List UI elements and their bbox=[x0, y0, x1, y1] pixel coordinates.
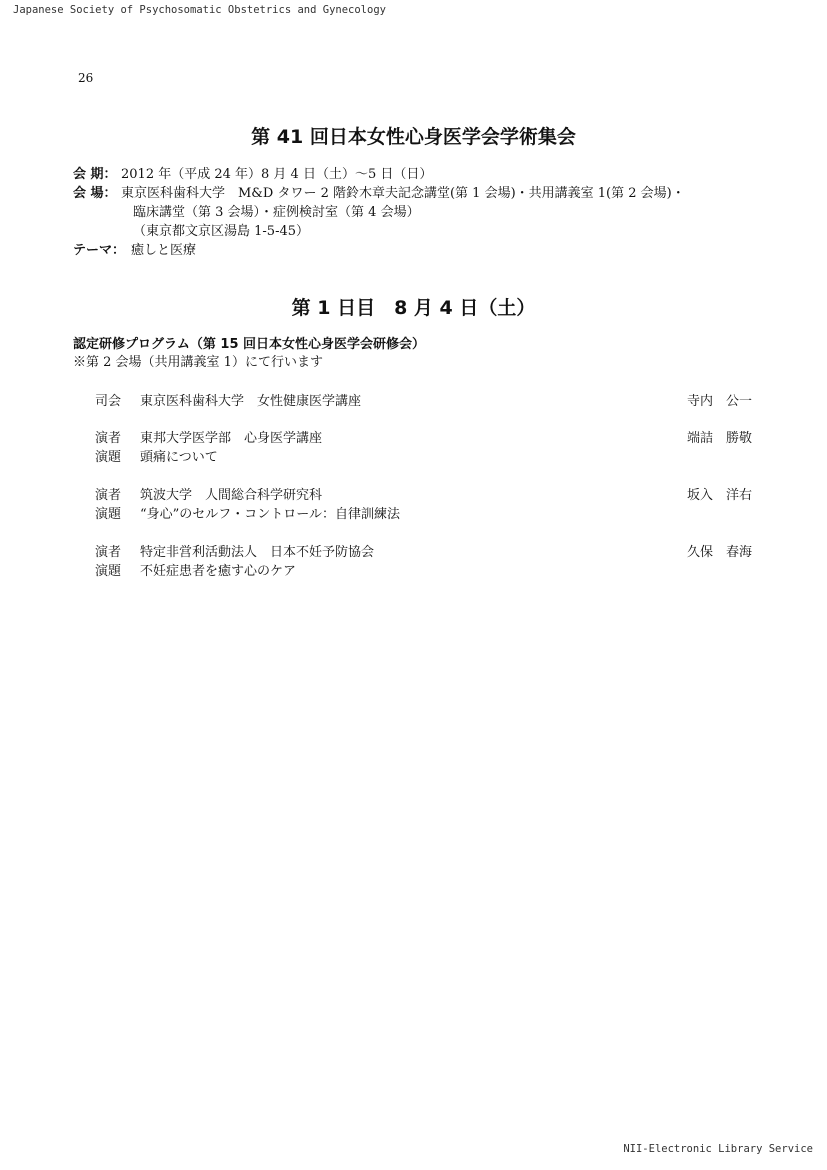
speaker-affiliation: 筑波大学 人間総合科学研究科 bbox=[140, 488, 323, 503]
speaker-role: 演者 bbox=[95, 431, 122, 446]
talk-title-role: 演題 bbox=[95, 507, 122, 522]
venue-label: 会 場： bbox=[73, 186, 117, 201]
speaker-name: 坂入 洋右 bbox=[686, 488, 752, 503]
chair-role: 司会 bbox=[95, 394, 122, 409]
chair-affiliation: 東京医科歯科大学 女性健康医学講座 bbox=[140, 394, 362, 409]
venue-line-2: 臨床講堂（第 3 会場）・症例検討室（第 4 会場） bbox=[133, 205, 420, 220]
society-header: Japanese Society of Psychosomatic Obstetrics and Gynecology bbox=[13, 4, 386, 16]
speaker-name: 端詰 勝敬 bbox=[686, 431, 752, 446]
speaker-role: 演者 bbox=[95, 545, 122, 560]
talk-title-role: 演題 bbox=[95, 450, 122, 465]
speaker-name: 久保 春海 bbox=[686, 545, 752, 560]
venue-line-3: （東京都文京区湯島 1-5-45） bbox=[133, 224, 310, 239]
theme-label: テーマ： bbox=[73, 243, 126, 258]
theme-value: 癒しと医療 bbox=[131, 243, 197, 258]
period-label: 会 期： bbox=[73, 167, 117, 182]
nii-footer: NII-Electronic Library Service bbox=[623, 1143, 813, 1155]
talk-title: 不妊症患者を癒す心のケア bbox=[140, 564, 297, 579]
theme-row bbox=[73, 239, 196, 258]
talk-title: 頭痛について bbox=[140, 450, 218, 465]
period-row bbox=[73, 163, 432, 182]
period-value: 2012 年（平成 24 年）8 月 4 日（土）～5 日（日） bbox=[121, 167, 433, 182]
conference-title: 第 41 回日本女性心身医学会学術集会 bbox=[251, 126, 576, 148]
day1-title: 第 1 日目 8 月 4 日（土） bbox=[291, 297, 536, 319]
speaker-affiliation: 特定非営利活動法人 日本不妊予防協会 bbox=[140, 545, 375, 560]
speaker-affiliation: 東邦大学医学部 心身医学講座 bbox=[140, 431, 323, 446]
page-number: 26 bbox=[78, 71, 94, 85]
venue-line-1: 東京医科歯科大学 M&D タワー 2 階鈴木章夫記念講堂(第 1 会場)・共用講義室 1(第 2 会場)・ bbox=[121, 186, 685, 201]
talk-title-role: 演題 bbox=[95, 564, 122, 579]
venue-row bbox=[73, 182, 685, 201]
speaker-role: 演者 bbox=[95, 488, 122, 503]
talk-title: “身心”のセルフ・コントロール：自律訓練法 bbox=[140, 507, 401, 522]
chair-name: 寺内 公一 bbox=[686, 394, 752, 409]
program-note: ※第 2 会場（共用講義室 1）にて行います bbox=[73, 355, 323, 370]
program-title: 認定研修プログラム（第 15 回日本女性心身医学会研修会） bbox=[73, 337, 426, 352]
